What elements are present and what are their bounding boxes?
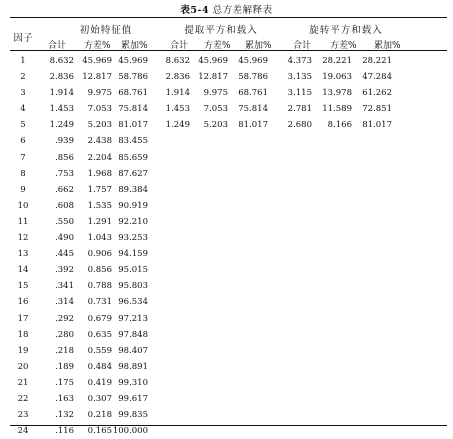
extraction-cumulative-pct-cell [228,182,268,198]
factor-number-cell: 11 [17,216,29,227]
initial-total-cell: .218 [55,345,74,356]
header-rule [10,50,447,51]
extraction-total-cell [148,391,190,407]
factor-number-cell: 14 [17,265,29,276]
factor-number-cell: 19 [17,345,29,356]
initial-cumulative-pct-cell: 45.969 [118,56,148,66]
rotation-total-cell [268,359,312,375]
extraction-cumulative-pct-cell [228,230,268,246]
initial-variance-pct-cell: 0.635 [87,329,112,340]
extraction-cumulative-pct-cell [228,278,268,294]
rotation-cumulative-pct-cell: 81.017 [362,120,392,131]
initial-total-cell: .314 [55,297,74,308]
rotation-total-cell [268,166,312,182]
extraction-total-cell [148,262,190,278]
rotation-variance-pct-cell: 8.166 [327,120,352,131]
factor-number-cell: 9 [20,184,26,195]
extraction-total-cell [148,246,190,262]
initial-variance-pct-cell: 0.218 [87,410,112,421]
rotation-total-cell [268,391,312,407]
rotation-total-cell [268,246,312,262]
extraction-total-cell [148,311,190,327]
rotation-cumulative-pct-cell [352,407,392,423]
factor-number-cell: 6 [20,136,26,147]
initial-cumulative-pct-cell: 97.848 [118,329,148,340]
extraction-total-cell [148,359,190,375]
rotation-variance-pct-cell: 11.589 [322,104,352,115]
initial-total-cell: .175 [55,377,74,388]
subheader-total: 合计 [48,41,67,51]
subheader-total: 合计 [293,41,312,51]
factor-number-cell: 7 [20,152,26,163]
factor-number-cell: 12 [17,233,29,244]
rotation-variance-pct-cell [312,327,352,343]
initial-cumulative-pct-cell: 89.384 [118,184,148,195]
rotation-cumulative-pct-cell: 61.262 [362,88,392,99]
initial-total-cell: 8.632 [49,56,74,66]
initial-variance-pct-cell: 0.419 [87,377,112,388]
initial-cumulative-pct-cell: 92.210 [118,216,148,227]
initial-cumulative-pct-cell: 99.835 [118,410,148,421]
rotation-cumulative-pct-cell: 28.221 [362,56,392,66]
rotation-variance-pct-cell [312,150,352,166]
initial-total-cell: .132 [55,410,74,421]
initial-cumulative-pct-cell: 94.159 [118,249,148,260]
extraction-cumulative-pct-cell: 58.786 [238,72,268,83]
initial-cumulative-pct-cell: 75.814 [118,104,148,115]
factor-number-cell: 23 [17,410,29,421]
extraction-cumulative-pct-cell [228,294,268,310]
extraction-cumulative-pct-cell [228,327,268,343]
extraction-variance-pct-cell [190,278,228,294]
rotation-total-cell [268,262,312,278]
initial-total-cell: .445 [55,249,74,260]
extraction-variance-pct-cell [190,359,228,375]
extraction-total-cell [148,150,190,166]
rotation-variance-pct-cell: 13.978 [322,88,352,99]
rotation-total-cell [268,375,312,391]
variance-table [10,53,392,439]
initial-total-cell: .753 [55,168,74,179]
rotation-cumulative-pct-cell [352,294,392,310]
extraction-cumulative-pct-cell [228,150,268,166]
extraction-cumulative-pct-cell [228,214,268,230]
initial-variance-pct-cell: 5.203 [87,120,112,131]
extraction-variance-pct-cell: 9.975 [203,88,228,99]
subheader-cumulative: 累加% [245,41,272,51]
extraction-total-cell [148,166,190,182]
extraction-variance-pct-cell [190,230,228,246]
rotation-variance-pct-cell [312,133,352,149]
rotation-cumulative-pct-cell [352,359,392,375]
extraction-variance-pct-cell [190,343,228,359]
rotation-cumulative-pct-cell [352,311,392,327]
extraction-total-cell [148,214,190,230]
extraction-cumulative-pct-cell [228,359,268,375]
rotation-cumulative-pct-cell [352,343,392,359]
extraction-total-cell [148,294,190,310]
table-row [10,230,392,246]
factor-number-cell: 13 [17,249,29,260]
initial-variance-pct-cell: 1.757 [87,184,112,195]
initial-total-cell: .608 [55,200,74,211]
initial-variance-pct-cell: 2.204 [87,152,112,163]
rotation-total-cell: 3.135 [287,72,312,83]
extraction-variance-pct-cell: 7.053 [203,104,228,115]
table-row [10,343,392,359]
initial-variance-pct-cell: 1.535 [87,200,112,211]
initial-variance-pct-cell: 2.438 [87,136,112,147]
rotation-variance-pct-cell [312,359,352,375]
subheader-total: 合计 [170,41,189,51]
extraction-cumulative-pct-cell [228,198,268,214]
extraction-variance-pct-cell [190,198,228,214]
table-number: 表5-4 [180,5,210,16]
rotation-cumulative-pct-cell [352,375,392,391]
subheader-variance: 方差% [204,41,231,51]
extraction-cumulative-pct-cell: 75.814 [238,104,268,115]
initial-variance-pct-cell: 7.053 [87,104,112,115]
rotation-variance-pct-cell: 19.063 [322,72,352,83]
initial-variance-pct-cell: 45.969 [82,56,112,66]
initial-variance-pct-cell: 0.559 [87,345,112,356]
extraction-cumulative-pct-cell: 68.761 [238,88,268,99]
extraction-cumulative-pct-cell [228,246,268,262]
initial-cumulative-pct-cell: 99.617 [118,393,148,404]
extraction-total-cell [148,230,190,246]
table-row [10,150,392,166]
table-row [10,327,392,343]
rotation-variance-pct-cell [312,278,352,294]
initial-total-cell: .392 [55,265,74,276]
extraction-variance-pct-cell [190,246,228,262]
initial-total-cell: 1.453 [49,104,74,115]
rotation-variance-pct-cell [312,214,352,230]
initial-total-cell: .292 [55,313,74,324]
subheader-cumulative: 累加% [374,41,401,51]
bottom-rule [10,425,447,426]
initial-cumulative-pct-cell: 99.310 [118,377,148,388]
extraction-variance-pct-cell [190,150,228,166]
rotation-cumulative-pct-cell [352,198,392,214]
initial-variance-pct-cell: 1.043 [87,233,112,244]
extraction-variance-pct-cell [190,391,228,407]
factor-number-cell: 4 [20,104,26,115]
table-row [10,214,392,230]
initial-cumulative-pct-cell: 58.786 [118,72,148,83]
table-caption [0,2,453,16]
table-row [10,407,392,423]
extraction-variance-pct-cell [190,214,228,230]
factor-number-cell: 20 [17,361,29,372]
initial-cumulative-pct-cell: 90.919 [118,200,148,211]
table-row [10,262,392,278]
initial-total-cell: .116 [55,426,74,437]
factor-number-cell: 2 [20,72,26,83]
table-row [10,53,392,69]
rotation-cumulative-pct-cell: 47.284 [362,72,392,83]
table-row [10,375,392,391]
extraction-total-cell [148,133,190,149]
extraction-variance-pct-cell: 45.969 [198,56,228,66]
extraction-variance-pct-cell [190,294,228,310]
initial-total-cell: .662 [55,184,74,195]
table-row [10,182,392,198]
extraction-variance-pct-cell [190,262,228,278]
extraction-cumulative-pct-cell [228,343,268,359]
initial-cumulative-pct-cell: 95.803 [118,281,148,292]
rotation-total-cell [268,198,312,214]
rotation-variance-pct-cell [312,166,352,182]
extraction-variance-pct-cell [190,311,228,327]
initial-variance-pct-cell: 1.968 [87,168,112,179]
table-row [10,246,392,262]
group-header-rotation: 旋转平方和载入 [309,25,383,36]
rotation-cumulative-pct-cell [352,278,392,294]
subheader-variance: 方差% [330,41,357,51]
rotation-cumulative-pct-cell [352,262,392,278]
rotation-cumulative-pct-cell [352,133,392,149]
rotation-total-cell [268,407,312,423]
rotation-total-cell [268,294,312,310]
rotation-total-cell [268,278,312,294]
rotation-cumulative-pct-cell [352,214,392,230]
group-header-initial: 初始特征值 [79,25,133,36]
group-header-extraction: 提取平方和载入 [184,25,258,36]
extraction-total-cell [148,375,190,391]
rotation-variance-pct-cell: 28.221 [322,56,352,66]
initial-total-cell: .280 [55,329,74,340]
initial-variance-pct-cell: 0.307 [87,393,112,404]
rotation-variance-pct-cell [312,343,352,359]
factor-number-cell: 18 [17,329,29,340]
initial-cumulative-pct-cell: 98.891 [118,361,148,372]
initial-variance-pct-cell: 0.906 [87,249,112,260]
extraction-cumulative-pct-cell [228,262,268,278]
rotation-cumulative-pct-cell [352,246,392,262]
rotation-total-cell [268,150,312,166]
table-row [10,166,392,182]
initial-variance-pct-cell: 0.679 [87,313,112,324]
table-row [10,391,392,407]
table-row [10,278,392,294]
table-row [10,101,392,117]
rotation-cumulative-pct-cell [352,150,392,166]
initial-total-cell: .550 [55,216,74,227]
factor-number-cell: 16 [17,297,29,308]
rotation-cumulative-pct-cell: 72.851 [362,104,392,115]
factor-number-cell: 5 [20,120,26,131]
initial-cumulative-pct-cell: 98.407 [118,345,148,356]
initial-total-cell: .341 [55,281,74,292]
rotation-variance-pct-cell [312,230,352,246]
table-title: 总方差解释表 [212,5,273,16]
factor-number-cell: 22 [17,393,29,404]
factor-number-cell: 1 [20,56,26,66]
rotation-total-cell [268,214,312,230]
initial-cumulative-pct-cell: 81.017 [118,120,148,131]
initial-total-cell: .856 [55,152,74,163]
rotation-total-cell: 2.781 [287,104,312,115]
initial-variance-pct-cell: 12.817 [82,72,112,83]
extraction-total-cell [148,182,190,198]
initial-variance-pct-cell: 9.975 [87,88,112,99]
factor-header: 因子 [13,33,33,44]
initial-total-cell: 1.249 [49,120,74,131]
rotation-total-cell [268,343,312,359]
extraction-total-cell: 8.632 [165,56,190,66]
extraction-cumulative-pct-cell [228,133,268,149]
extraction-cumulative-pct-cell: 81.017 [238,120,268,131]
initial-cumulative-pct-cell: 96.534 [118,297,148,308]
factor-number-cell: 8 [20,168,26,179]
extraction-total-cell [148,327,190,343]
initial-total-cell: 2.836 [49,72,74,83]
factor-number-cell: 24 [17,426,29,437]
rotation-variance-pct-cell [312,407,352,423]
extraction-cumulative-pct-cell [228,407,268,423]
subheader-variance: 方差% [84,41,111,51]
extraction-cumulative-pct-cell [228,311,268,327]
initial-cumulative-pct-cell: 100.000 [112,426,148,437]
table-row [10,198,392,214]
initial-cumulative-pct-cell: 93.253 [118,233,148,244]
factor-number-cell: 15 [17,281,29,292]
rotation-variance-pct-cell [312,391,352,407]
rotation-total-cell [268,311,312,327]
extraction-total-cell [148,407,190,423]
initial-cumulative-pct-cell: 83.455 [118,136,148,147]
rotation-total-cell: 2.680 [287,120,312,131]
extraction-total-cell: 1.249 [165,120,190,131]
extraction-cumulative-pct-cell [228,166,268,182]
extraction-total-cell [148,343,190,359]
extraction-cumulative-pct-cell [228,391,268,407]
extraction-variance-pct-cell: 5.203 [203,120,228,131]
rotation-cumulative-pct-cell [352,327,392,343]
extraction-cumulative-pct-cell [228,375,268,391]
rotation-variance-pct-cell [312,246,352,262]
rotation-variance-pct-cell [312,375,352,391]
initial-variance-pct-cell: 0.165 [87,426,112,437]
rotation-cumulative-pct-cell [352,230,392,246]
rotation-variance-pct-cell [312,198,352,214]
rotation-total-cell [268,133,312,149]
extraction-variance-pct-cell: 12.817 [198,72,228,83]
extraction-variance-pct-cell [190,375,228,391]
initial-cumulative-pct-cell: 97.213 [118,313,148,324]
rotation-total-cell [268,327,312,343]
rotation-variance-pct-cell [312,294,352,310]
table-row [10,359,392,375]
table-row [10,311,392,327]
extraction-total-cell [148,198,190,214]
extraction-total-cell: 1.914 [165,88,190,99]
rotation-total-cell: 3.115 [287,88,312,99]
rotation-variance-pct-cell [312,182,352,198]
rotation-cumulative-pct-cell [352,391,392,407]
initial-total-cell: .490 [55,233,74,244]
rotation-total-cell [268,182,312,198]
initial-variance-pct-cell: 0.731 [87,297,112,308]
extraction-variance-pct-cell [190,327,228,343]
extraction-variance-pct-cell [190,166,228,182]
extraction-variance-pct-cell [190,407,228,423]
rotation-variance-pct-cell [312,262,352,278]
top-rule [10,17,447,18]
initial-cumulative-pct-cell: 87.627 [118,168,148,179]
extraction-total-cell: 1.453 [165,104,190,115]
initial-variance-pct-cell: 0.856 [87,265,112,276]
table-row [10,69,392,85]
rotation-total-cell [268,230,312,246]
extraction-total-cell: 2.836 [165,72,190,83]
factor-number-cell: 17 [17,313,29,324]
table-row [10,85,392,101]
initial-total-cell: .939 [55,136,74,147]
initial-variance-pct-cell: 1.291 [87,216,112,227]
subheader-cumulative: 累加% [121,41,148,51]
extraction-total-cell [148,278,190,294]
initial-total-cell: .163 [55,393,74,404]
rotation-variance-pct-cell [312,311,352,327]
factor-number-cell: 21 [17,377,29,388]
rotation-total-cell: 4.373 [287,56,312,66]
table-row [10,117,392,133]
initial-total-cell: 1.914 [49,88,74,99]
table-row [10,133,392,149]
initial-variance-pct-cell: 0.788 [87,281,112,292]
factor-number-cell: 10 [17,200,29,211]
rotation-cumulative-pct-cell [352,182,392,198]
initial-cumulative-pct-cell: 85.659 [118,152,148,163]
factor-number-cell: 3 [20,88,26,99]
table-row [10,294,392,310]
initial-variance-pct-cell: 0.484 [87,361,112,372]
initial-cumulative-pct-cell: 95.015 [118,265,148,276]
extraction-variance-pct-cell [190,182,228,198]
extraction-cumulative-pct-cell: 45.969 [238,56,268,66]
initial-total-cell: .189 [55,361,74,372]
rotation-cumulative-pct-cell [352,166,392,182]
initial-cumulative-pct-cell: 68.761 [118,88,148,99]
extraction-variance-pct-cell [190,133,228,149]
